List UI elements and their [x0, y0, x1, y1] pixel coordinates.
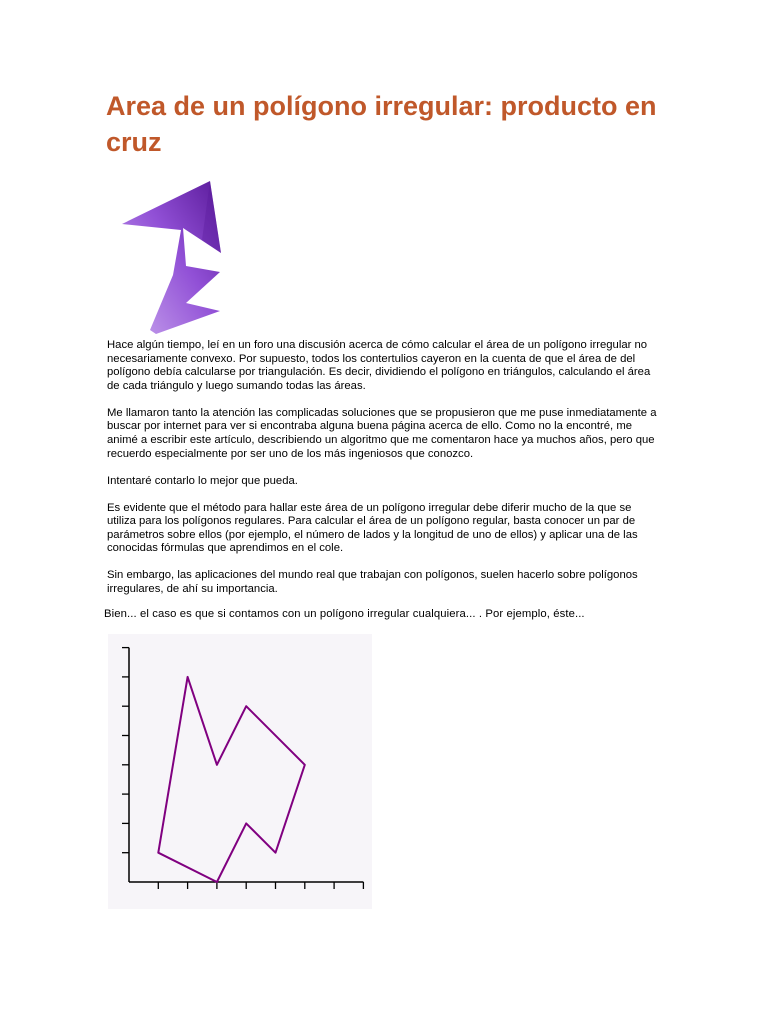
paragraph: Es evidente que el método para hallar este área de un polígono irregular debe diferir mucho de la que se utiliza para los polígonos regulares. Para calcular el área de un polígono regular, basta conocer un par de parámetros sobre ellos (por ejemplo, el número de lados y la longitud de uno de ellos) y aplicar una de las conocidas fórmulas que aprendimos en el cole.	[107, 501, 638, 555]
paragraph: Me llamaron tanto la atención las complicadas soluciones que se propusieron que me puse inmediatamente a buscar por internet para ver si encontraba alguna buena página acerca de ello. Como no la encontré, me animé a escribir este artículo, describiendo un algoritmo que me comentaron hace ya muchos años, pero que recuerdo especialmente por ser uno de los más ingeniosos que conozco.	[107, 406, 657, 460]
article-body	[107, 339, 662, 610]
logo-shape	[122, 181, 221, 334]
polygon-plot	[108, 634, 372, 909]
paragraph: Sin embargo, las aplicaciones del mundo real que trabajan con polígonos, suelen hacerlo sobre polígonos irregulares, de ahí su importancia.	[107, 569, 638, 595]
irregular-polygon	[158, 677, 304, 882]
polygon-logo-image	[106, 178, 230, 338]
lead-in-text: Bien... el caso es que si contamos con un polígono irregular cualquiera... . Por ejemplo, éste...	[104, 608, 585, 620]
paragraph: Hace algún tiempo, leí en un foro una discusión acerca de cómo calcular el área de un polígono irregular no necesariamente convexo. Por supuesto, todos los contertulios cayeron en la cuenta de que el área de del polígono debía calcularse por triangulación. Es decir, dividiendo el polígono en triángulos, calculando el área de cada triángulo y luego sumando todas las áreas.	[107, 339, 651, 392]
article-title: Area de un polígono irregular: producto en cruz	[106, 91, 657, 157]
paragraph: Intentaré contarlo lo mejor que pueda.	[107, 474, 298, 487]
polygon-figure	[108, 634, 372, 909]
